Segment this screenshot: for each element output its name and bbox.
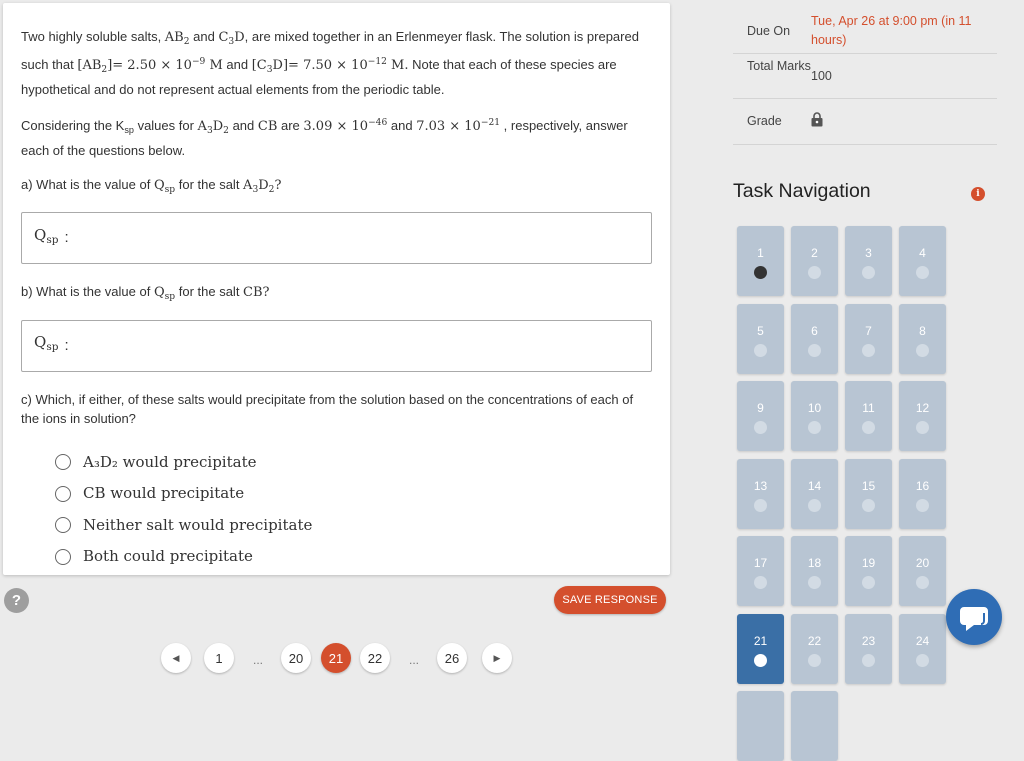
ksp-intro: Considering the $K_{sp}$ values for $A_3D_2$ and CB are $3.09 \times 10^{-46}$ and $7.03 \times 10^{-21}$ , respectively, answer each of the questions below. — [21, 117, 628, 158]
task-tile-19[interactable] — [845, 536, 892, 606]
status-dot-icon — [754, 499, 767, 512]
status-dot-icon — [862, 499, 875, 512]
radio-button[interactable] — [55, 486, 71, 502]
task-tile-number: 6 — [811, 323, 818, 338]
question-intro — [21, 27, 652, 100]
task-tile-number: 1 — [757, 246, 764, 260]
task-tile-13[interactable] — [737, 459, 784, 529]
status-dot-icon — [754, 266, 767, 279]
qsp-b-input[interactable] — [21, 320, 652, 372]
status-dot-icon — [754, 576, 767, 589]
task-tile-3[interactable] — [845, 226, 892, 296]
task-tile-number: 8 — [919, 323, 926, 338]
task-tile-number: 18 — [807, 556, 822, 570]
lock-icon — [811, 112, 822, 126]
task-tile-23[interactable] — [845, 614, 892, 684]
total-label: Total Marks — [747, 59, 811, 73]
task-tile-number: 17 — [753, 556, 768, 570]
pager-ellipsis: ... — [253, 653, 264, 667]
task-tile-number: 12 — [915, 401, 930, 415]
task-tile-partial[interactable] — [737, 691, 784, 761]
pager-ellipsis: ... — [409, 653, 420, 667]
task-tile-11[interactable] — [845, 381, 892, 451]
task-tile-number: 20 — [915, 556, 930, 570]
task-tile-number: 19 — [861, 556, 876, 570]
task-tile-number: 21 — [753, 633, 768, 648]
status-dot-icon — [754, 421, 767, 434]
task-tile-5[interactable] — [737, 304, 784, 374]
task-tile-number: 22 — [807, 633, 822, 648]
task-tile-15[interactable] — [845, 459, 892, 529]
task-tile-number: 3 — [865, 246, 872, 260]
status-dot-icon — [916, 266, 929, 279]
status-dot-icon — [862, 266, 875, 279]
option-label: Neither salt would precipitate — [83, 515, 313, 534]
option-label: A₃D₂ would precipitate — [83, 452, 257, 471]
page-button-1[interactable]: 1 — [204, 643, 234, 673]
task-tile-number: 4 — [919, 246, 926, 260]
save-response-button[interactable]: SAVE RESPONSE — [554, 586, 666, 614]
salt-ab2: $AB_2$ — [164, 30, 190, 47]
task-tile-2[interactable] — [791, 226, 838, 296]
status-dot-icon — [916, 576, 929, 589]
task-navigation-title: Task Navigation — [733, 180, 871, 202]
task-tile-14[interactable] — [791, 459, 838, 529]
qsp-a-label: $Q_{sp}$ — [34, 225, 59, 246]
task-tile-number: 5 — [757, 323, 764, 338]
task-tile-number: 24 — [915, 633, 930, 648]
task-tile-20[interactable] — [899, 536, 946, 606]
task-tile-7[interactable] — [845, 304, 892, 374]
task-tile-number: 2 — [811, 246, 818, 260]
question-card — [3, 3, 670, 575]
task-tile-number: 9 — [757, 401, 764, 415]
task-tile-12[interactable] — [899, 381, 946, 451]
and-text: and — [189, 29, 219, 44]
option-label: Both could precipitate — [83, 547, 253, 565]
qsp-a-colon: : — [64, 229, 69, 247]
total-value: 100 — [811, 69, 832, 83]
status-dot-icon — [754, 344, 767, 357]
page-button-26[interactable]: 26 — [437, 643, 467, 673]
task-tile-number: 14 — [807, 478, 822, 493]
next-page-button[interactable]: ▶ — [482, 643, 512, 673]
task-tile-partial[interactable] — [791, 691, 838, 761]
option-neither[interactable] — [21, 510, 652, 542]
status-dot-icon — [862, 344, 875, 357]
qsp-b-label: $Q_{sp}$ — [34, 333, 59, 354]
due-row — [733, 10, 997, 54]
task-tile-number: 7 — [865, 323, 872, 338]
option-both[interactable] — [21, 541, 652, 573]
radio-button[interactable] — [55, 454, 71, 470]
intro-text-2: , are mixed together in an Erlenmeyer flask. The solution is prepared such that — [21, 29, 639, 72]
task-tile-number: 11 — [862, 401, 875, 415]
page-button-20[interactable]: 20 — [281, 643, 311, 673]
page-button-22[interactable]: 22 — [360, 643, 390, 673]
option-cb[interactable] — [21, 478, 652, 510]
task-tile-21[interactable] — [737, 614, 784, 684]
task-tile-24[interactable] — [899, 614, 946, 684]
status-dot-icon — [916, 421, 929, 434]
qsp-a-input[interactable] — [21, 212, 652, 264]
task-tile-10[interactable] — [791, 381, 838, 451]
page-button-21[interactable]: 21 — [321, 643, 351, 673]
assignment-info — [733, 10, 997, 145]
part-b-prompt: b) What is the value of $Q_{sp}$ for the salt CB? — [21, 284, 270, 302]
task-tile-9[interactable] — [737, 381, 784, 451]
task-tile-4[interactable] — [899, 226, 946, 296]
due-label: Due On — [747, 24, 791, 38]
status-dot-icon — [916, 344, 929, 357]
intro-text-3: Note that each of these species are hypothetical and do not represent actual elements from the periodic table. — [21, 56, 617, 97]
option-label: CB would precipitate — [83, 484, 245, 502]
grade-label: Grade — [747, 114, 782, 128]
due-value: Tue, Apr 26 at 9:00 pm (in 11 hours) — [811, 14, 972, 47]
info-icon[interactable]: i — [971, 187, 985, 201]
conc-ab2: $[AB_2]= 2.50 \times 10^{-9}$ M — [77, 56, 223, 75]
status-dot-icon — [916, 499, 929, 512]
status-dot-icon — [862, 576, 875, 589]
help-icon[interactable]: ? — [4, 588, 29, 613]
task-tile-number: 15 — [861, 478, 876, 493]
task-tile-6[interactable] — [791, 304, 838, 374]
status-dot-icon — [808, 421, 821, 434]
radio-button[interactable] — [55, 517, 71, 533]
total-row — [733, 54, 997, 99]
task-tile-1[interactable] — [737, 226, 784, 296]
option-a3d2[interactable] — [21, 447, 652, 479]
chat-icon[interactable] — [946, 589, 1002, 645]
status-dot-icon — [808, 344, 821, 357]
radio-button[interactable] — [55, 549, 71, 565]
part-c-prompt: c) Which, if either, of these salts would precipitate from the solution based on the concentrations of each of the ions in solution? — [21, 391, 634, 426]
status-dot-icon — [808, 654, 821, 667]
task-tile-number: 16 — [915, 478, 930, 493]
task-tile-number: 10 — [807, 401, 822, 415]
status-dot-icon — [808, 266, 821, 279]
task-tile-22[interactable] — [791, 614, 838, 684]
status-dot-icon — [754, 654, 767, 667]
task-tile-8[interactable] — [899, 304, 946, 374]
task-tile-16[interactable] — [899, 459, 946, 529]
task-tile-17[interactable] — [737, 536, 784, 606]
task-tile-number: 13 — [753, 478, 768, 493]
status-dot-icon — [808, 576, 821, 589]
status-dot-icon — [808, 499, 821, 512]
conc-c3d: $[C_3D]= 7.50 \times 10^{-12}$ M. — [251, 56, 409, 75]
prev-page-button[interactable]: ◀ — [161, 643, 191, 673]
task-tile-18[interactable] — [791, 536, 838, 606]
task-tile-number: 23 — [861, 633, 876, 648]
and-text-2: and — [222, 56, 252, 72]
status-dot-icon — [862, 421, 875, 434]
intro-text: Two highly soluble salts, — [21, 29, 165, 44]
grade-row — [733, 99, 997, 145]
status-dot-icon — [862, 654, 875, 667]
part-a-prompt: a) What is the value of $Q_{sp}$ for the salt $A_3D_2$? — [21, 176, 282, 195]
status-dot-icon — [916, 654, 929, 667]
salt-c3d: $C_3D$ — [218, 30, 245, 47]
qsp-b-colon: : — [64, 336, 69, 354]
